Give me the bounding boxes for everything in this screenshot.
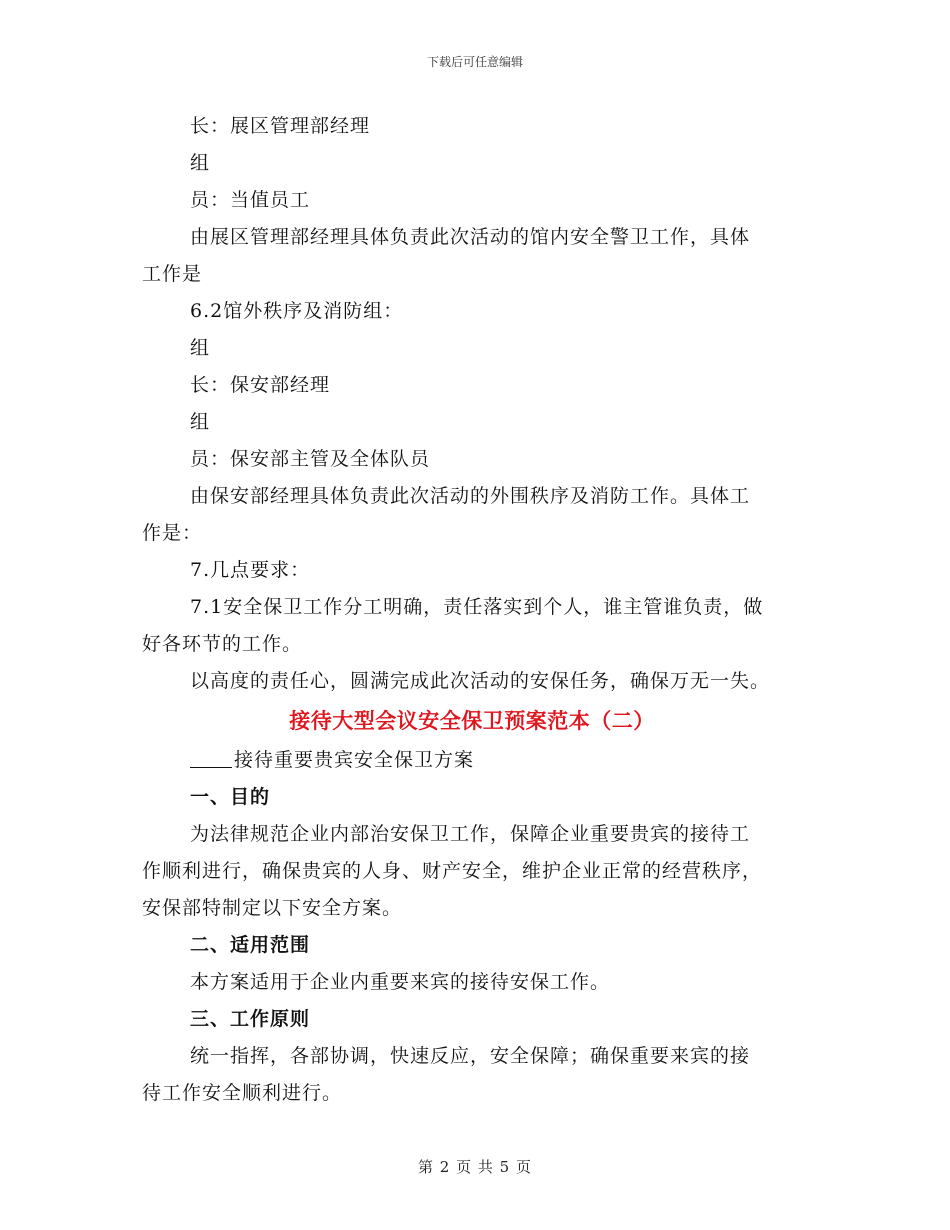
text-line: 以高度的责任心，圆满完成此次活动的安保任务，确保万无一失。	[190, 670, 771, 692]
text-line: 7.1安全保卫工作分工明确，责任落实到个人，谁主管谁负责，做	[190, 596, 764, 618]
subtitle-text: 接待重要贵宾安全保卫方案	[234, 749, 475, 771]
section-title: 接待大型会议安全保卫预案范本（二）	[289, 708, 655, 733]
text-line: 好各环节的工作。	[142, 633, 303, 655]
text-line: 统一指挥，各部协调，快速反应，安全保障；确保重要来宾的接	[190, 1045, 751, 1067]
text-line: 组	[190, 411, 211, 433]
heading-scope: 二、适用范围	[190, 934, 311, 956]
text-line: 为法律规范企业内部治安保卫工作，保障企业重要贵宾的接待工	[190, 823, 751, 845]
text-line: 长：展区管理部经理	[190, 115, 371, 137]
text-line: 员：保安部主管及全体队员	[190, 448, 431, 470]
heading-purpose: 一、目的	[190, 786, 271, 808]
text-line: 工作是	[142, 263, 203, 285]
text-line: 作是：	[142, 522, 203, 544]
text-line: 作顺利进行，确保贵宾的人身、财产安全，维护企业正常的经营秩序，	[142, 860, 763, 882]
heading-principles: 三、工作原则	[190, 1008, 311, 1030]
text-line: 安保部特制定以下安全方案。	[142, 897, 403, 919]
text-line: 待工作安全顺利进行。	[142, 1082, 343, 1104]
header-note: 下载后可任意编辑	[426, 55, 523, 69]
text-line: 由保安部经理具体负责此次活动的外围秩序及消防工作。具体工	[190, 485, 751, 507]
text-line: 由展区管理部经理具体负责此次活动的馆内安全警卫工作，具体	[190, 226, 751, 248]
text-line: 本方案适用于企业内重要来宾的接待安保工作。	[190, 971, 611, 993]
text-line: 7.几点要求：	[190, 559, 311, 581]
text-line: 组	[190, 152, 211, 174]
page-footer: 第 2 页 共 5 页	[418, 1158, 532, 1176]
document-body	[142, 108, 802, 1112]
text-line: 长：保安部经理	[190, 374, 331, 396]
text-line: 组	[190, 337, 211, 359]
text-line: 员：当值员工	[190, 189, 311, 211]
text-line: 6.2馆外秩序及消防组：	[190, 300, 404, 322]
blank-underline	[190, 747, 232, 768]
subtitle-line	[142, 742, 802, 779]
